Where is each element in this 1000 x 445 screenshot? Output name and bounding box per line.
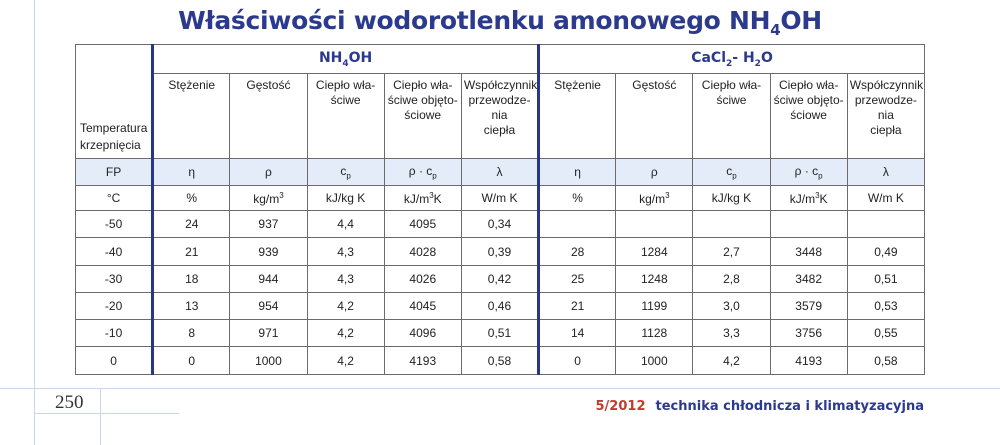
header-line: przewodze- — [468, 93, 531, 107]
table-cell: 0 — [539, 347, 616, 375]
table-cell: 3482 — [770, 266, 847, 293]
unit-superscript: 3 — [429, 190, 434, 200]
group-header-cacl2 — [539, 45, 925, 74]
column-header — [770, 74, 847, 159]
temperature-cell: -10 — [76, 320, 153, 347]
table-cell: 1000 — [616, 347, 693, 375]
symbol-cell: λ — [461, 159, 538, 186]
symbol-row — [76, 159, 925, 186]
symbol-cell: ρ — [230, 159, 307, 186]
table-cell: 24 — [153, 211, 230, 238]
table-cell: 3579 — [770, 293, 847, 320]
temperature-cell: 0 — [76, 347, 153, 375]
header-line: Ciepło wła- — [315, 78, 376, 92]
header-line: Ciepło wła- — [393, 78, 453, 92]
group-header-row — [76, 45, 925, 74]
group-label: O — [760, 49, 773, 66]
journal-title: technika chłodnicza i klimatyzacyjna — [655, 399, 924, 414]
table-row — [76, 347, 925, 375]
symbol-subscript: p — [432, 171, 437, 181]
table-cell — [616, 211, 693, 238]
header-line: Stężenie — [168, 78, 216, 92]
symbol-text: ρ · c — [794, 163, 819, 178]
symbol-text: c — [726, 163, 733, 178]
unit-cell — [770, 186, 847, 211]
symbol-subscript: p — [732, 171, 737, 181]
unit-cell: % — [153, 186, 230, 211]
table-cell: 937 — [230, 211, 307, 238]
table-cell: 4,2 — [693, 347, 770, 375]
header-line: ciepła — [483, 123, 516, 137]
table-cell — [693, 211, 770, 238]
unit-text: K — [433, 191, 442, 206]
table-cell: 3448 — [770, 238, 847, 266]
header-line: ściowe — [790, 108, 827, 122]
header-line: krzepnięcia — [80, 138, 141, 152]
symbol-subscript: p — [346, 171, 351, 181]
table-cell: 4,2 — [307, 320, 384, 347]
table-cell: 8 — [153, 320, 230, 347]
table-cell: 28 — [539, 238, 616, 266]
table-cell: 1248 — [616, 266, 693, 293]
unit-text: kg/m — [639, 191, 666, 206]
table-cell: 4,2 — [307, 347, 384, 375]
symbol-subscript: p — [818, 171, 823, 181]
group-subscript: 4 — [342, 58, 349, 69]
column-header-row — [76, 74, 925, 159]
unit-cell: kJ/kg K — [693, 186, 770, 211]
header-line: Temperatura — [80, 121, 148, 135]
header-line: ciepła — [870, 123, 902, 137]
group-label: NH — [318, 49, 343, 66]
table-cell: 954 — [230, 293, 307, 320]
table-cell: 4045 — [384, 293, 461, 320]
table-cell: 1000 — [230, 347, 307, 375]
header-line: ściwe — [716, 93, 747, 107]
table-cell: 25 — [539, 266, 616, 293]
symbol-cell: η — [539, 159, 616, 186]
column-header — [539, 74, 616, 159]
table-cell: 4,4 — [307, 211, 384, 238]
table-cell: 0,55 — [847, 320, 924, 347]
temperature-header — [76, 45, 153, 159]
header-line: ściowe — [404, 108, 442, 122]
table-cell: 4193 — [384, 347, 461, 375]
column-header — [230, 74, 307, 159]
symbol-cell — [384, 159, 461, 186]
group-subscript: 2 — [754, 58, 761, 69]
table-cell: 0 — [153, 347, 230, 375]
symbol-cell — [693, 159, 770, 186]
table-cell: 0,58 — [847, 347, 924, 375]
table-cell: 0,51 — [461, 320, 538, 347]
table-cell: 0,49 — [847, 238, 924, 266]
header-line: przewodze- — [854, 93, 917, 107]
page-frame-line — [100, 389, 101, 445]
header-line: ściwe — [330, 93, 361, 107]
table-cell: 4,2 — [307, 293, 384, 320]
header-line: Gęstość — [632, 78, 677, 92]
table-cell: 21 — [153, 238, 230, 266]
column-header — [153, 74, 230, 159]
header-line: nia — [877, 108, 894, 122]
header-line: Gęstość — [246, 78, 291, 92]
title-subscript: 4 — [770, 21, 781, 39]
unit-cell — [616, 186, 693, 211]
column-header — [616, 74, 693, 159]
group-header-nh4oh — [153, 45, 539, 74]
table-cell — [770, 211, 847, 238]
table-cell: 4193 — [770, 347, 847, 375]
table-cell: 0,58 — [461, 347, 538, 375]
unit-text: K — [819, 191, 828, 206]
unit-cell — [230, 186, 307, 211]
properties-table — [75, 44, 925, 375]
column-header — [384, 74, 461, 159]
page-title — [75, 6, 925, 39]
unit-cell: W/m K — [461, 186, 538, 211]
symbol-cell: FP — [76, 159, 153, 186]
table-row — [76, 293, 925, 320]
unit-cell: °C — [76, 186, 153, 211]
table-cell: 2,7 — [693, 238, 770, 266]
title-text-end: OH — [780, 6, 822, 35]
table-cell: 0,51 — [847, 266, 924, 293]
unit-superscript: 3 — [815, 190, 820, 200]
group-label: CaCl — [691, 49, 726, 66]
header-line: Współczynnik — [463, 78, 538, 92]
column-header — [693, 74, 770, 159]
table-cell: 1199 — [616, 293, 693, 320]
table-row — [76, 238, 925, 266]
column-header — [847, 74, 924, 159]
table-cell: 4,3 — [307, 238, 384, 266]
header-line: Współczynnik — [849, 78, 924, 92]
table-cell: 0,46 — [461, 293, 538, 320]
header-line: Stężenie — [554, 78, 601, 92]
table-cell: 4,3 — [307, 266, 384, 293]
unit-text: kJ/m — [403, 191, 430, 206]
table-row — [76, 266, 925, 293]
symbol-cell: λ — [847, 159, 924, 186]
page-number: 250 — [55, 392, 84, 413]
table-cell: 4095 — [384, 211, 461, 238]
header-line: Ciepło wła- — [778, 78, 839, 92]
table-row — [76, 320, 925, 347]
table-row — [76, 211, 925, 238]
unit-text: kg/m — [253, 191, 280, 206]
table-cell: 0,53 — [847, 293, 924, 320]
column-header — [307, 74, 384, 159]
unit-cell: % — [539, 186, 616, 211]
header-line: ściwe objęto- — [387, 93, 458, 107]
temperature-cell: -30 — [76, 266, 153, 293]
table-cell — [539, 211, 616, 238]
table-cell: 18 — [153, 266, 230, 293]
table-cell: 13 — [153, 293, 230, 320]
table-cell: 3,3 — [693, 320, 770, 347]
column-header — [461, 74, 538, 159]
unit-cell: W/m K — [847, 186, 924, 211]
group-subscript: 2 — [726, 58, 733, 69]
table-cell: 944 — [230, 266, 307, 293]
header-line: ściwe objęto- — [773, 93, 844, 107]
temperature-cell: -50 — [76, 211, 153, 238]
table-cell: 0,39 — [461, 238, 538, 266]
page-frame-line — [34, 0, 35, 445]
temperature-cell: -40 — [76, 238, 153, 266]
table-cell: 971 — [230, 320, 307, 347]
unit-row — [76, 186, 925, 211]
table-cell: 21 — [539, 293, 616, 320]
header-line: nia — [491, 108, 508, 122]
table-cell: 1284 — [616, 238, 693, 266]
symbol-text: c — [340, 163, 347, 178]
group-label: - H — [732, 49, 755, 66]
page-frame-line — [0, 388, 1000, 389]
table-cell: 1128 — [616, 320, 693, 347]
header-line: Ciepło wła- — [701, 78, 762, 92]
table-cell: 4096 — [384, 320, 461, 347]
table-cell: 2,8 — [693, 266, 770, 293]
table-cell — [847, 211, 924, 238]
symbol-text: ρ · c — [408, 163, 433, 178]
table-cell: 4028 — [384, 238, 461, 266]
symbol-cell — [307, 159, 384, 186]
unit-cell — [384, 186, 461, 211]
table-cell: 3756 — [770, 320, 847, 347]
table-cell: 14 — [539, 320, 616, 347]
unit-superscript: 3 — [665, 190, 670, 200]
temperature-cell: -20 — [76, 293, 153, 320]
table-cell: 4026 — [384, 266, 461, 293]
journal-footer — [596, 399, 924, 414]
table-cell: 0,34 — [461, 211, 538, 238]
table-cell: 0,42 — [461, 266, 538, 293]
issue-number: 5/2012 — [595, 399, 646, 414]
table-cell: 939 — [230, 238, 307, 266]
symbol-cell — [770, 159, 847, 186]
symbol-cell: ρ — [616, 159, 693, 186]
unit-superscript: 3 — [279, 190, 284, 200]
unit-cell: kJ/kg K — [307, 186, 384, 211]
group-label: OH — [348, 49, 373, 66]
title-text: Właściwości wodorotlenku amonowego NH — [178, 6, 771, 35]
table-cell: 3,0 — [693, 293, 770, 320]
symbol-cell: η — [153, 159, 230, 186]
unit-text: kJ/m — [789, 191, 816, 206]
